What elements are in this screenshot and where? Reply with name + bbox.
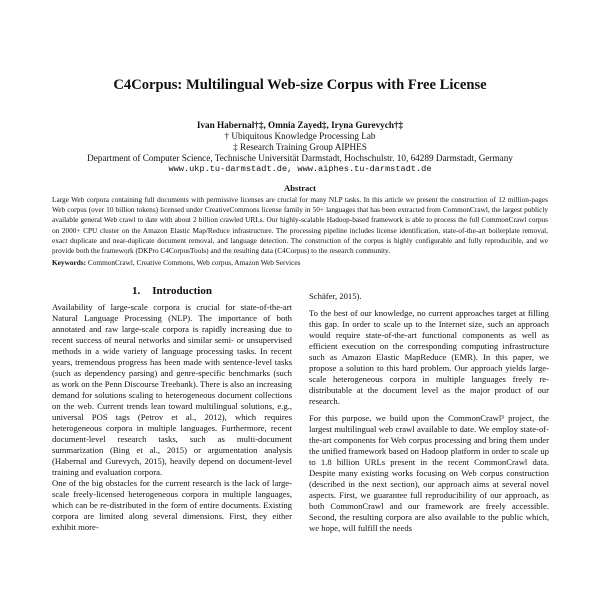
affiliation-ukp: † Ubiquitous Knowledge Processing Lab: [224, 131, 376, 141]
intro-paragraph-2: One of the big obstacles for the current research is the lack of large-scale freely-licensed heterogeneous corpora in multiple languages, which can be re-distributed in the form of entire documents. Existing corpora are limited along several dimensions. First, they either exhibit more-: [52, 478, 292, 532]
section-title: Introduction: [152, 285, 212, 297]
affiliation-aiphes: ‡ Research Training Group AIPHES: [233, 142, 367, 152]
author-names: Ivan Habernal†‡, Omnia Zayed‡, Iryna Gurevych†‡: [196, 120, 404, 130]
section-number: 1.: [132, 285, 141, 297]
intro-paragraph-continued: Schäfer, 2015).: [309, 291, 362, 301]
paper-title: C4Corpus: Multilingual Web-size Corpus with Free License: [113, 77, 487, 93]
right-column: [309, 291, 549, 534]
left-column: [52, 302, 292, 533]
keywords: [52, 258, 548, 268]
author-urls[interactable]: www.ukp.tu-darmstadt.de, www.aiphes.tu-darmstadt.de: [168, 164, 432, 174]
author-block: [0, 120, 600, 175]
intro-paragraph-3: To the best of our knowledge, no current approaches target at filling this gap. In order to scale up to the Internet size, such an approach would require state-of-the-art functional components as well as efficient execution on the corresponding computing infrastructure such as Amazon Elastic MapReduce (EMR). In this paper, we propose a solution to this hard problem. Our approach yields large-scale heterogeneous corpora in multiple languages freely re-distributable at the document level as the major product of our research.: [309, 308, 549, 406]
abstract-text: Large Web corpora containing full documents with permissive licenses are crucial for many NLP tasks. In this article we present the construction of 12 million-pages Web corpus (over 10 billion tokens) licensed under CreativeCommons license family in 50+ languages that has been extracted from CommonCrawl, the largest publicly available general Web crawl to date with about 2 billion crawled URLs. Our highly-scalable Hadoop-based framework is able to process the full CommonCrawl corpus on 2000+ CPU cluster on the Amazon Elastic Map/Reduce infrastructure. The processing pipeline includes license identification, state-of-the-art boilerplate removal, exact duplicate and near-duplicate document removal, and language detection. The construction of the corpus is highly configurable and fully reproducible, and we provide both the framework (DKPro C4CorpusTools) and the resulting data (C4Corpus) to the research community.: [52, 195, 548, 256]
department-address: Department of Computer Science, Technische Universität Darmstadt, Hochschulstr. 10, 64289 Darmstadt, Germany: [87, 153, 513, 163]
abstract-heading: Abstract: [284, 183, 316, 193]
intro-paragraph-1: Availability of large-scale corpora is crucial for state-of-the-art Natural Language Processing (NLP). The importance of both annotated and raw large-scale corpora is rapidly increasing due to recent success of neural networks and similar semi- or unsupervised methods in a wide variety of language processing tasks. In recent years, tremendous progress has been made with sentence-level tasks (such as dependency parsing) and genre-specific benchmarks (such as work on the Penn Discourse Treebank). There is also an increasing demand for solutions scaling to heterogeneous document collections on the web. Current trends lean toward multilingual solutions, e.g., universal POS tags (Petrov et al., 2012), which requires heterogeneous corpora in multiple languages. Furthermore, recent document-level research tasks, such as multi-document summarization (Bing et al., 2015) or argumentation analysis (Habernal and Gurevych, 2015), heavily depend on document-level training and evaluation corpora.: [52, 302, 292, 477]
keywords-text: CommonCrawl, Creative Commons, Web corpus, Amazon Web Services: [87, 258, 301, 267]
keywords-label: Keywords:: [52, 258, 87, 267]
section-heading: [52, 285, 292, 297]
intro-paragraph-4: For this purpose, we build upon the CommonCrawl³ project, the largest multilingual web crawl available to date. We employ state-of-the-art components for Web corpus processing and bring them under the unified framework based on Hadoop platform in order to scale up to 1.8 billion URLs present in the recent CommonCrawl data. Despite many existing works focusing on Web corpus construction (described in the next section), our approach aims at several novel aspects. First, we guarantee full reproducibility of our approach, as both CommonCrawl and our framework are freely accessible. Second, the resulting corpora are also available to the public which, we hope, will fulfill the needs: [309, 413, 549, 533]
